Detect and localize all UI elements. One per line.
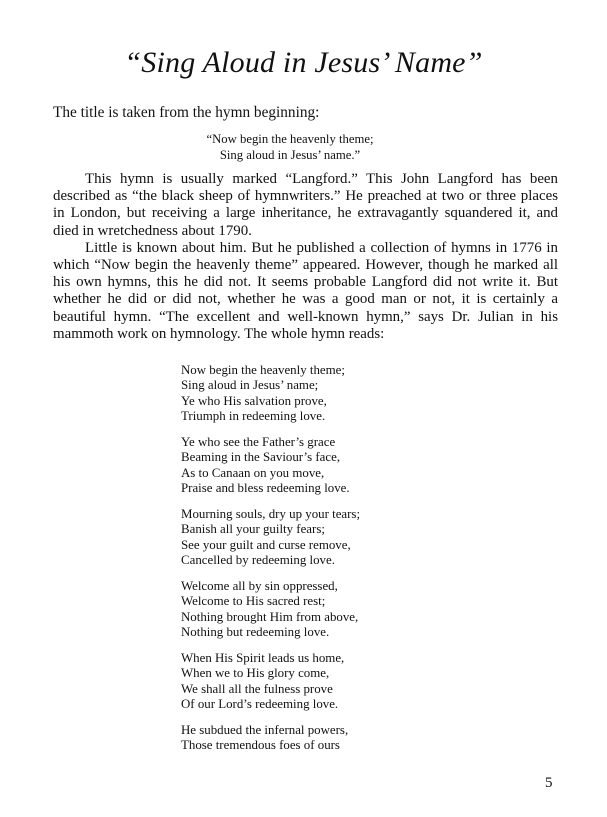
hymn-stanza <box>181 435 511 496</box>
hymn-line: Praise and bless redeeming love. <box>181 480 350 495</box>
hymn-line: Beaming in the Saviour’s face, <box>181 450 341 465</box>
hymn-line: Welcome to His sacred rest; <box>181 594 326 609</box>
hymn-line: Sing aloud in Jesus’ name; <box>181 378 319 393</box>
hymn-line: Ye who His salvation prove, <box>181 393 327 408</box>
hymn-line: When we to His glory come, <box>181 666 330 681</box>
page-number: 5 <box>545 775 553 791</box>
hymn-line: Nothing brought Him from above, <box>181 609 359 624</box>
quote-line: “Now begin the heavenly theme; <box>206 132 374 146</box>
intro-line: The title is taken from the hymn beginning: <box>53 104 320 121</box>
hymn-stanza <box>181 651 511 712</box>
hymn-stanza <box>181 723 511 754</box>
hymn-line: We shall all the fulness prove <box>181 681 333 696</box>
hymn-line: Cancelled by redeeming love. <box>181 552 335 567</box>
hymn-line: Those tremendous foes of ours <box>181 738 340 753</box>
paragraph: This hymn is usually marked “Langford.” This John Langford has been described as “the black sheep of hymnwriters.” He preached at two or three places in London, but receiving a large inheritance, he extravagantly squandered it, and died in wretchedness about 1790. <box>53 171 558 239</box>
hymn-line: As to Canaan on you move, <box>181 465 325 480</box>
hymn-line: He subdued the infernal powers, <box>181 722 349 737</box>
hymn-line: Nothing but redeeming love. <box>181 624 330 639</box>
hymn-line: When His Spirit leads us home, <box>181 650 345 665</box>
hymn-line: Triumph in redeeming love. <box>181 408 326 423</box>
hymn-stanza <box>181 579 511 640</box>
hymn-stanza <box>181 363 511 424</box>
opening-quote <box>0 131 580 163</box>
hymn-line: Now begin the heavenly theme; <box>181 363 345 377</box>
hymn-stanza <box>181 507 511 568</box>
hymn-line: Banish all your guilty fears; <box>181 522 325 537</box>
hymn-line: Welcome all by sin oppressed, <box>181 578 338 593</box>
hymn-line: Of our Lord’s redeeming love. <box>181 696 339 711</box>
body-text <box>53 171 558 343</box>
hymn-line: Ye who see the Father’s grace <box>181 434 336 449</box>
hymn-line: Mourning souls, dry up your tears; <box>181 506 361 521</box>
paragraph: Little is known about him. But he published a collection of hymns in 1776 in which “Now begin the heavenly theme” appeared. However, though he marked all his own hymns, this he did not. It seems probable Langford did not write it. But whether he did or did not, whether he was a good man or not, it is certainly a beautiful hymn. “The excellent and well-known hymn,” says Dr. Julian in his mammoth work on hymnology. The whole hymn reads: <box>53 239 558 342</box>
hymn-text <box>181 363 511 764</box>
page-title: “Sing Aloud in Jesus’ Name” <box>124 46 483 79</box>
quote-line: Sing aloud in Jesus’ name.” <box>219 148 361 162</box>
hymn-line: See your guilt and curse remove, <box>181 537 351 552</box>
